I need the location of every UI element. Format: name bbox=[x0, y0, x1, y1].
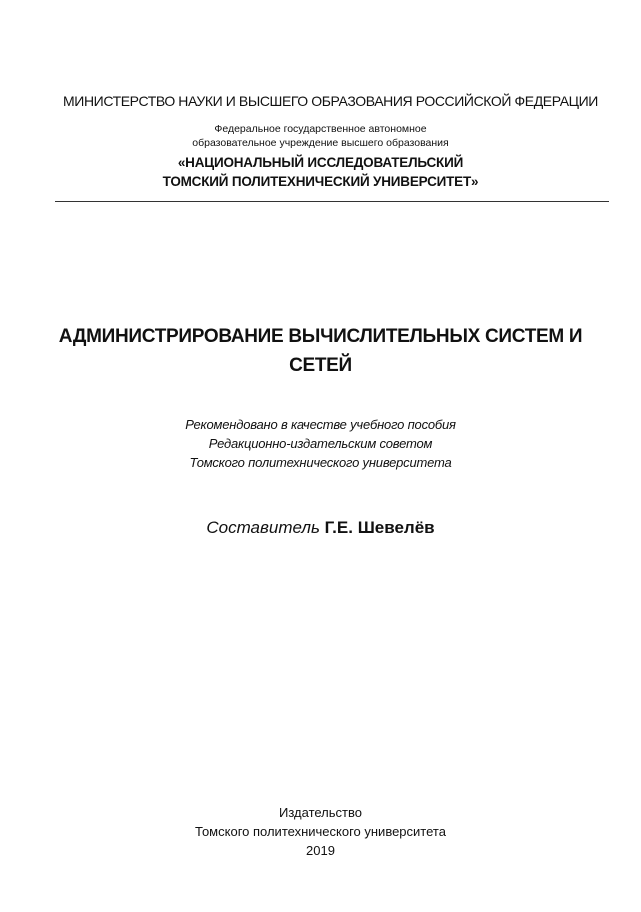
university-name-line-2: ТОМСКИЙ ПОЛИТЕХНИЧЕСКИЙ УНИВЕРСИТЕТ» bbox=[162, 174, 479, 189]
recommendation-line-2: Редакционно-издательским советом bbox=[208, 436, 433, 451]
book-title-line-1: АДМИНИСТРИРОВАНИЕ ВЫЧИСЛИТЕЛЬНЫХ СИСТЕМ И bbox=[58, 326, 583, 347]
book-title-line-2: СЕТЕЙ bbox=[289, 355, 352, 376]
author-role: Составитель bbox=[206, 518, 320, 537]
publisher-line-1: Издательство bbox=[279, 805, 362, 820]
author-line bbox=[0, 518, 641, 538]
header-divider bbox=[55, 201, 609, 202]
author-name: Г.Е. Шевелёв bbox=[324, 518, 435, 537]
university-name-line-1: «НАЦИОНАЛЬНЫЙ ИССЛЕДОВАТЕЛЬСКИЙ bbox=[177, 155, 464, 170]
publisher-line-2: Томского политехнического университета bbox=[195, 824, 446, 839]
recommendation-line-3: Томского политехнического университета bbox=[189, 455, 452, 470]
institution-type-line-1: Федеральное государственное автономное bbox=[214, 123, 427, 135]
recommendation-line-1: Рекомендовано в качестве учебного пособия bbox=[185, 417, 456, 432]
institution-type-line-2: образовательное учреждение высшего образования bbox=[192, 137, 449, 149]
ministry-name: МИНИСТЕРСТВО НАУКИ И ВЫСШЕГО ОБРАЗОВАНИЯ РОССИЙСКОЙ ФЕДЕРАЦИИ bbox=[63, 93, 598, 109]
publication-year: 2019 bbox=[306, 843, 335, 858]
